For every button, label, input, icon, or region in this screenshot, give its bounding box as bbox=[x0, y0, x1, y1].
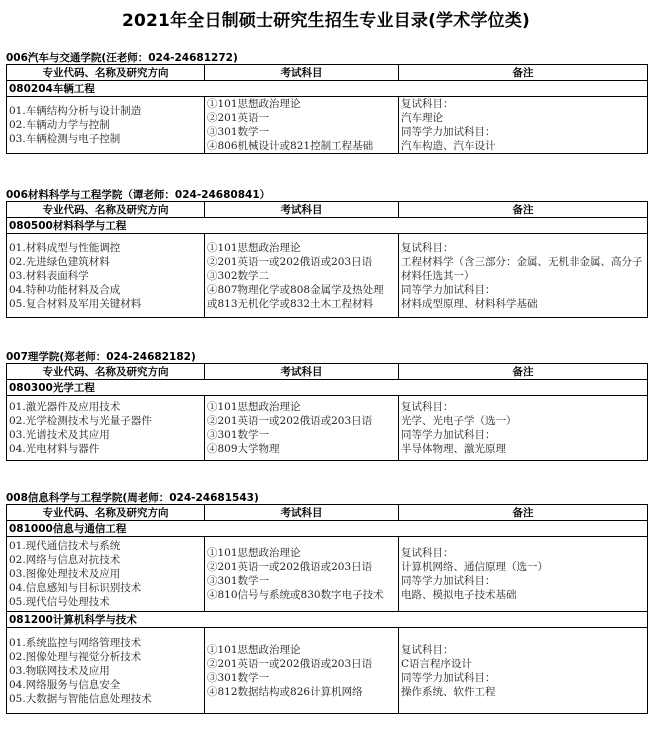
header-exams: 考试科目 bbox=[205, 202, 399, 218]
header-row bbox=[7, 65, 648, 81]
note-item: 电路、模拟电子技术基础 bbox=[401, 589, 517, 601]
direction-item: 01.系统监控与网络管理技术 bbox=[9, 636, 142, 649]
major-detail-row bbox=[7, 537, 648, 612]
major-code-name: 080204车辆工程 bbox=[7, 81, 648, 97]
college-title: 006材料科学与工程学院（谭老师：024-24680841） bbox=[6, 189, 271, 201]
directions-cell bbox=[7, 234, 205, 318]
exam-item: ②201英语一或202俄语或203日语 bbox=[207, 255, 373, 268]
major-code-name: 080300光学工程 bbox=[7, 380, 648, 396]
note-item: 工程材料学（含三部分：金属、无机非金属、高分子材料任选其一） bbox=[401, 255, 643, 282]
note-item: 同等学力加试科目： bbox=[401, 283, 496, 296]
note-item: 同等学力加试科目： bbox=[401, 575, 496, 587]
direction-item: 04.信息感知与目标识别技术 bbox=[9, 582, 142, 594]
exams-cell bbox=[205, 537, 399, 612]
major-code-name: 081000信息与通信工程 bbox=[7, 521, 648, 537]
direction-item: 01.激光器件及应用技术 bbox=[9, 401, 121, 413]
major-code-name: 080500材料科学与工程 bbox=[7, 218, 648, 234]
exam-item: ②201英语一 bbox=[207, 112, 270, 124]
header-directions: 专业代码、名称及研究方向 bbox=[7, 202, 205, 218]
exam-item: ①101思想政治理论 bbox=[207, 547, 301, 559]
college-section bbox=[6, 189, 647, 318]
header-notes: 备注 bbox=[399, 202, 648, 218]
major-code-row bbox=[7, 521, 648, 537]
college-section bbox=[6, 52, 647, 154]
header-row bbox=[7, 202, 648, 218]
exam-item: ③301数学一 bbox=[207, 429, 270, 441]
page-title: 2021年全日制硕士研究生招生专业目录(学术学位类) bbox=[121, 11, 531, 31]
note-item: 计算机网络、通信原理（选一） bbox=[401, 561, 548, 573]
major-detail-row bbox=[7, 234, 648, 318]
direction-item: 01.材料成型与性能调控 bbox=[9, 241, 121, 254]
major-code-row bbox=[7, 612, 648, 628]
direction-item: 01.车辆结构分析与设计制造 bbox=[9, 105, 142, 117]
header-notes: 备注 bbox=[399, 505, 648, 521]
note-item: C语言程序设计 bbox=[401, 657, 473, 670]
note-item: 复试科目： bbox=[401, 401, 454, 413]
header-row bbox=[7, 505, 648, 521]
exam-item: 或813无机化学或832土木工程材料 bbox=[207, 297, 374, 310]
notes-cell bbox=[399, 97, 648, 154]
header-notes: 备注 bbox=[399, 65, 648, 81]
major-table bbox=[6, 363, 648, 461]
college-title: 008信息科学与工程学院(周老师：024-24681543) bbox=[6, 492, 259, 504]
header-exams: 考试科目 bbox=[205, 505, 399, 521]
major-detail-row bbox=[7, 628, 648, 714]
header-notes: 备注 bbox=[399, 364, 648, 380]
college-section bbox=[6, 492, 647, 714]
note-item: 材料成型原理、材料科学基础 bbox=[401, 297, 538, 310]
exams-cell bbox=[205, 97, 399, 154]
direction-item: 05.现代信号处理技术 bbox=[9, 596, 110, 608]
direction-item: 04.网络服务与信息安全 bbox=[9, 678, 121, 691]
note-item: 复试科目： bbox=[401, 98, 454, 110]
direction-item: 02.车辆动力学与控制 bbox=[9, 119, 110, 131]
note-item: 同等学力加试科目： bbox=[401, 429, 496, 441]
notes-cell bbox=[399, 537, 648, 612]
direction-item: 02.光学检测技术与光量子器件 bbox=[9, 415, 152, 427]
header-directions: 专业代码、名称及研究方向 bbox=[7, 505, 205, 521]
major-code-row bbox=[7, 218, 648, 234]
exam-item: ④807物理化学或808金属学及热处理 bbox=[207, 283, 384, 296]
notes-cell bbox=[399, 628, 648, 714]
major-table bbox=[6, 64, 648, 154]
direction-item: 03.车辆检测与电子控制 bbox=[9, 133, 121, 145]
header-exams: 考试科目 bbox=[205, 65, 399, 81]
major-code-row bbox=[7, 380, 648, 396]
note-item: 同等学力加试科目： bbox=[401, 126, 496, 138]
exams-cell bbox=[205, 628, 399, 714]
exam-item: ②201英语一或202俄语或203日语 bbox=[207, 561, 373, 573]
exam-item: ④810信号与系统或830数字电子技术 bbox=[207, 589, 384, 601]
exam-item: ③301数学一 bbox=[207, 671, 270, 684]
header-directions: 专业代码、名称及研究方向 bbox=[7, 65, 205, 81]
major-detail-row bbox=[7, 396, 648, 461]
direction-item: 03.物联网技术及应用 bbox=[9, 664, 110, 677]
header-directions: 专业代码、名称及研究方向 bbox=[7, 364, 205, 380]
college-section bbox=[6, 351, 647, 461]
note-item: 复试科目： bbox=[401, 643, 454, 656]
exam-item: ②201英语一或202俄语或203日语 bbox=[207, 415, 373, 427]
major-table bbox=[6, 504, 648, 714]
exam-item: ③302数学二 bbox=[207, 269, 270, 282]
direction-item: 03.材料表面科学 bbox=[9, 269, 89, 282]
note-item: 复试科目： bbox=[401, 241, 454, 254]
header-row bbox=[7, 364, 648, 380]
exam-item: ④806机械设计或821控制工程基础 bbox=[207, 140, 374, 152]
direction-item: 02.先进绿色建筑材料 bbox=[9, 255, 110, 268]
direction-item: 02.网络与信息对抗技术 bbox=[9, 554, 121, 566]
notes-cell bbox=[399, 396, 648, 461]
major-table bbox=[6, 201, 648, 318]
note-item: 复试科目： bbox=[401, 547, 454, 559]
exam-item: ①101思想政治理论 bbox=[207, 241, 301, 254]
major-detail-row bbox=[7, 97, 648, 154]
exam-item: ③301数学一 bbox=[207, 126, 270, 138]
exam-item: ②201英语一或202俄语或203日语 bbox=[207, 657, 373, 670]
exam-item: ①101思想政治理论 bbox=[207, 643, 301, 656]
direction-item: 02.图像处理与视觉分析技术 bbox=[9, 650, 142, 663]
major-code-name: 081200计算机科学与技术 bbox=[7, 612, 648, 628]
directions-cell bbox=[7, 396, 205, 461]
exam-item: ④809大学物理 bbox=[207, 443, 280, 455]
note-item: 同等学力加试科目： bbox=[401, 671, 496, 684]
note-item: 汽车构造、汽车设计 bbox=[401, 140, 496, 152]
direction-item: 05.复合材料及军用关键材料 bbox=[9, 297, 142, 310]
directions-cell bbox=[7, 97, 205, 154]
direction-item: 05.大数据与智能信息处理技术 bbox=[9, 692, 152, 705]
direction-item: 04.光电材料与器件 bbox=[9, 443, 100, 455]
direction-item: 04.特种功能材料及合成 bbox=[9, 283, 121, 296]
note-item: 汽车理论 bbox=[401, 112, 443, 124]
directions-cell bbox=[7, 537, 205, 612]
college-title: 006汽车与交通学院(汪老师：024-24681272) bbox=[6, 52, 238, 64]
exam-item: ①101思想政治理论 bbox=[207, 98, 301, 110]
exams-cell bbox=[205, 234, 399, 318]
note-item: 半导体物理、激光原理 bbox=[401, 443, 506, 455]
exam-item: ①101思想政治理论 bbox=[207, 401, 301, 413]
direction-item: 03.图像处理技术及应用 bbox=[9, 568, 121, 580]
exam-item: ④812数据结构或826计算机网络 bbox=[207, 685, 363, 698]
major-code-row bbox=[7, 81, 648, 97]
header-exams: 考试科目 bbox=[205, 364, 399, 380]
exam-item: ③301数学一 bbox=[207, 575, 270, 587]
note-item: 操作系统、软件工程 bbox=[401, 685, 496, 698]
college-title: 007理学院(郑老师：024-24682182) bbox=[6, 351, 196, 363]
directions-cell bbox=[7, 628, 205, 714]
notes-cell bbox=[399, 234, 648, 318]
direction-item: 01.现代通信技术与系统 bbox=[9, 540, 121, 552]
direction-item: 03.光谱技术及其应用 bbox=[9, 429, 110, 441]
note-item: 光学、光电子学（选一） bbox=[401, 415, 517, 427]
exams-cell bbox=[205, 396, 399, 461]
